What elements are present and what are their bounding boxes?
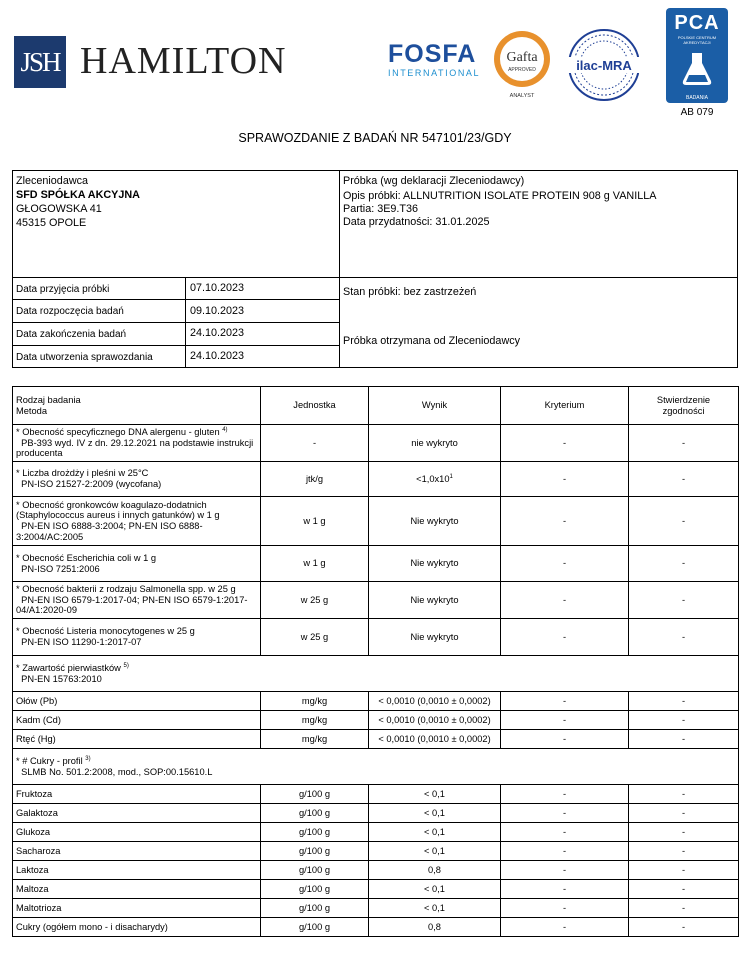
gafta-logo-text: Gafta [506, 50, 538, 65]
fosfa-logo-subtext: INTERNATIONAL [388, 68, 481, 78]
sugar-name: Maltoza [13, 880, 261, 899]
table-row [13, 425, 739, 462]
conformity-cell: - [629, 582, 739, 619]
client-street: GŁOGOWSKA 41 [16, 203, 102, 215]
test-name: * Obecność Escherichia coli w 1 g [16, 552, 157, 563]
pca-accreditation-number: AB 079 [680, 107, 714, 118]
result-cell: 0,8 [369, 861, 501, 880]
result-cell: Nie wykryto [369, 546, 501, 582]
test-method: PN-EN ISO 6579-1:2017-04; PN-EN ISO 6579-1:2017-04/A1:2020-09 [16, 594, 248, 616]
ilac-mra-text: ilac-MRA [576, 58, 632, 73]
gafta-analyst-text: ANALYST [509, 93, 535, 99]
sugar-name: Sacharoza [13, 842, 261, 861]
unit-cell: mg/kg [261, 692, 369, 711]
unit-cell: g/100 g [261, 842, 369, 861]
conformity-cell: - [629, 804, 739, 823]
unit-cell: w 1 g [261, 546, 369, 582]
fosfa-logo-text: FOSFA [388, 40, 477, 68]
group-method: SLMB No. 501.2:2008, mod., SOP:00.15610.L [21, 766, 213, 777]
criterion-cell: - [501, 823, 629, 842]
result-value: <1,0x10 [416, 473, 450, 484]
conformity-cell: - [629, 692, 739, 711]
table-row [13, 823, 739, 842]
test-name: * Obecność Listeria monocytogenes w 25 g [16, 626, 195, 637]
test-name: * Obecność gronkowców koagulazo-dodatnich (Staphylococcus aureus i innych gatunków) w 1 g [16, 499, 220, 521]
test-name: * Obecność bakterii z rodzaju Salmonella spp. w 25 g [16, 584, 236, 595]
table-row [13, 918, 739, 937]
conformity-cell: - [629, 842, 739, 861]
footnote-mark: 5) [123, 662, 129, 669]
unit-cell: g/100 g [261, 880, 369, 899]
unit-cell: g/100 g [261, 918, 369, 937]
hamilton-logo-text: HAMILTON [80, 40, 287, 82]
conformity-cell: - [629, 918, 739, 937]
conformity-cell: - [629, 711, 739, 730]
conformity-cell: - [629, 823, 739, 842]
table-row [13, 582, 739, 619]
hamilton-logo [14, 36, 304, 88]
date-label: Data zakończenia badań [16, 329, 127, 340]
unit-cell: - [261, 425, 369, 462]
conformity-cell: - [629, 546, 739, 582]
sample-heading: Próbka (wg deklaracji Zleceniodawcy) [343, 175, 525, 187]
table-row [13, 692, 739, 711]
result-cell: < 0,0010 (0,0010 ± 0,0002) [369, 711, 501, 730]
header-test: Rodzaj badania [16, 394, 81, 405]
unit-cell: jtk/g [261, 462, 369, 497]
pca-logo-text: PCA [674, 12, 720, 34]
result-cell: < 0,1 [369, 899, 501, 918]
result-value: nie wykryto [411, 437, 458, 448]
group-cell [13, 749, 739, 785]
table-row [13, 880, 739, 899]
date-label: Data utworzenia sprawozdania [16, 352, 153, 363]
test-cell [13, 462, 261, 497]
criterion-cell: - [501, 711, 629, 730]
result-cell: < 0,1 [369, 842, 501, 861]
header-method: Metoda [16, 405, 48, 416]
result-cell [369, 425, 501, 462]
divider [339, 170, 340, 368]
group-header-row [13, 656, 739, 692]
conformity-cell: - [629, 730, 739, 749]
group-name: * Zawartość pierwiastków [16, 662, 121, 673]
client-name: SFD SPÓŁKA AKCYJNA [16, 189, 140, 201]
unit-cell: g/100 g [261, 823, 369, 842]
divider [12, 345, 339, 346]
table-row [13, 785, 739, 804]
unit-cell: g/100 g [261, 804, 369, 823]
header-conformity-line1: Stwierdzenie [656, 394, 711, 405]
sugar-name: Maltotrioza [13, 899, 261, 918]
test-name: * Obecność specyficznego DNA alergenu - gluten [16, 427, 220, 438]
divider [185, 277, 186, 368]
unit-cell: g/100 g [261, 899, 369, 918]
sample-batch: Partia: 3E9.T36 [343, 203, 419, 215]
sample-state: Stan próbki: bez zastrzeżeń [343, 286, 477, 298]
table-row [13, 899, 739, 918]
test-cell [13, 425, 261, 462]
pca-accreditation-logo [666, 8, 728, 103]
test-cell [13, 619, 261, 656]
divider [12, 322, 339, 323]
date-value: 07.10.2023 [190, 282, 245, 294]
conformity-cell: - [629, 462, 739, 497]
pca-badania-text: BADANIA [686, 95, 708, 101]
sugar-name: Cukry (ogółem mono - i disacharydy) [13, 918, 261, 937]
table-row [13, 619, 739, 656]
test-cell [13, 582, 261, 619]
unit-cell: w 25 g [261, 582, 369, 619]
result-cell: < 0,1 [369, 880, 501, 899]
header-unit: Jednostka [261, 387, 369, 425]
sugar-name: Fruktoza [13, 785, 261, 804]
group-name: * # Cukry - profil [16, 755, 83, 766]
result-cell: 0,8 [369, 918, 501, 937]
header-test-method [13, 387, 261, 425]
test-results-table [12, 386, 739, 937]
test-method: PN-EN ISO 6888-3:2004; PN-EN ISO 6888-3:2004/AC:2005 [16, 521, 203, 542]
criterion-cell: - [501, 462, 629, 497]
criterion-cell: - [501, 880, 629, 899]
sugar-name: Galaktoza [13, 804, 261, 823]
test-cell [13, 546, 261, 582]
criterion-cell: - [501, 804, 629, 823]
test-name: * Liczba drożdży i pleśni w 25°C [16, 468, 149, 479]
test-method: PB-393 wyd. IV z dn. 29.12.2021 na podstawie instrukcji producenta [16, 437, 254, 459]
criterion-cell: - [501, 918, 629, 937]
criterion-cell: - [501, 730, 629, 749]
date-label: Data rozpoczęcia badań [16, 306, 124, 317]
test-cell [13, 497, 261, 546]
result-cell [369, 462, 501, 497]
date-label: Data przyjęcia próbki [16, 284, 110, 295]
element-name: Rtęć (Hg) [13, 730, 261, 749]
result-cell: < 0,1 [369, 804, 501, 823]
group-method: PN-EN 15763:2010 [21, 673, 102, 684]
flask-icon [677, 49, 717, 89]
divider [12, 277, 738, 278]
table-row [13, 497, 739, 546]
test-method: PN-ISO 21527-2:2009 (wycofana) [21, 479, 162, 489]
table-row [13, 730, 739, 749]
conformity-cell: - [629, 425, 739, 462]
criterion-cell: - [501, 785, 629, 804]
criterion-cell: - [501, 899, 629, 918]
divider [12, 299, 339, 300]
footnote-mark: 4) [222, 427, 228, 434]
test-method: PN-EN ISO 11290-1:2017-07 [21, 637, 142, 647]
criterion-cell: - [501, 546, 629, 582]
unit-cell: g/100 g [261, 861, 369, 880]
sugar-name: Glukoza [13, 823, 261, 842]
client-city: 45315 OPOLE [16, 217, 87, 229]
table-row [13, 861, 739, 880]
gafta-logo-subtext: APPROVED [508, 67, 536, 73]
conformity-cell: - [629, 785, 739, 804]
result-cell: < 0,1 [369, 785, 501, 804]
pca-logo-subtext: POLSKIE CENTRUM AKREDYTACJI [677, 35, 717, 45]
client-heading: Zleceniodawca [16, 175, 89, 187]
header-result: Wynik [369, 387, 501, 425]
date-value: 09.10.2023 [190, 305, 245, 317]
header-conformity [629, 387, 739, 425]
conformity-cell: - [629, 861, 739, 880]
footnote-mark: 3) [85, 755, 91, 762]
criterion-cell: - [501, 861, 629, 880]
hamilton-logo-mark: JSH [14, 36, 66, 88]
element-name: Ołów (Pb) [13, 692, 261, 711]
table-row [13, 711, 739, 730]
conformity-cell: - [629, 619, 739, 656]
criterion-cell: - [501, 842, 629, 861]
group-header-row [13, 749, 739, 785]
sample-expiry: Data przydatności: 31.01.2025 [343, 216, 490, 228]
criterion-cell: - [501, 582, 629, 619]
group-cell [13, 656, 739, 692]
date-value: 24.10.2023 [190, 327, 245, 339]
date-value: 24.10.2023 [190, 350, 245, 362]
criterion-cell: - [501, 619, 629, 656]
table-row [13, 462, 739, 497]
result-cell: < 0,1 [369, 823, 501, 842]
gafta-logo [492, 28, 552, 100]
conformity-cell: - [629, 880, 739, 899]
unit-cell: w 1 g [261, 497, 369, 546]
report-title: SPRAWOZDANIE Z BADAŃ NR 547101/23/GDY [238, 131, 512, 145]
table-row [13, 842, 739, 861]
result-cell: Nie wykryto [369, 619, 501, 656]
unit-cell: mg/kg [261, 730, 369, 749]
result-cell: Nie wykryto [369, 582, 501, 619]
conformity-cell: - [629, 899, 739, 918]
result-exponent: 1 [449, 473, 453, 480]
criterion-cell: - [501, 497, 629, 546]
header-criterion: Kryterium [501, 387, 629, 425]
result-cell: < 0,0010 (0,0010 ± 0,0002) [369, 730, 501, 749]
conformity-cell: - [629, 497, 739, 546]
result-cell: < 0,0010 (0,0010 ± 0,0002) [369, 692, 501, 711]
sugar-name: Laktoza [13, 861, 261, 880]
table-row [13, 546, 739, 582]
unit-cell: mg/kg [261, 711, 369, 730]
header-conformity-line2: zgodności [662, 405, 705, 416]
table-row [13, 804, 739, 823]
criterion-cell: - [501, 692, 629, 711]
sample-received-from: Próbka otrzymana od Zleceniodawcy [343, 335, 521, 347]
sample-description: Opis próbki: ALLNUTRITION ISOLATE PROTEIN 908 g VANILLA [343, 190, 657, 202]
ilac-mra-logo [566, 28, 642, 102]
result-cell: Nie wykryto [369, 497, 501, 546]
element-name: Kadm (Cd) [13, 711, 261, 730]
unit-cell: g/100 g [261, 785, 369, 804]
test-method: PN-ISO 7251:2006 [21, 563, 100, 574]
table-header-row [13, 387, 739, 425]
fosfa-logo [388, 40, 482, 80]
unit-cell: w 25 g [261, 619, 369, 656]
criterion-cell: - [501, 425, 629, 462]
